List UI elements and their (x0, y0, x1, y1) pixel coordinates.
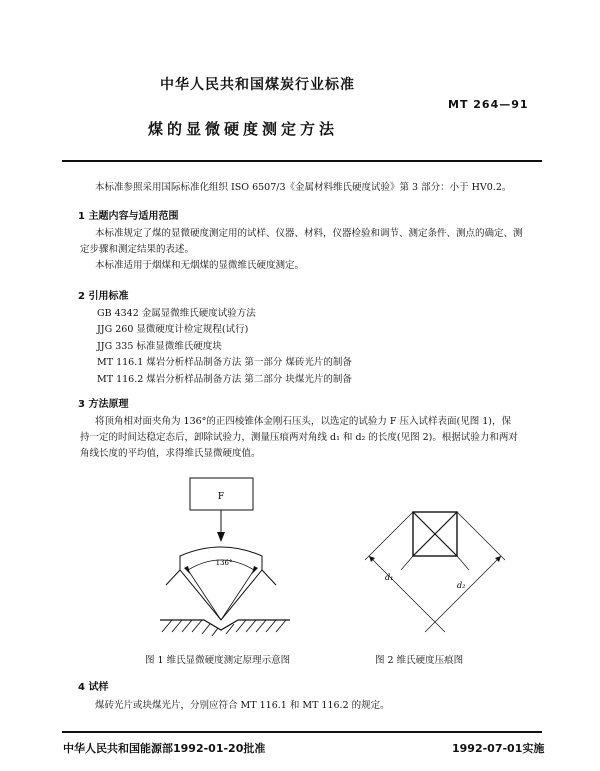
indenter-right-edge (262, 570, 276, 585)
footer-rule (62, 731, 542, 733)
intro-paragraph: 本标准参照采用国际标准化组织 ISO 6507/3《金属材料维氏硬度试验》第 3 部分：小于 HV0.2。 (95, 182, 512, 193)
section-4-heading: 4 试样 (78, 682, 109, 693)
d2-label: d₂ (457, 581, 466, 590)
effective-suffix: 实施 (522, 742, 545, 755)
header-rule (62, 160, 542, 162)
d2-dimension-line (425, 556, 501, 632)
figure-2-diagram (355, 500, 535, 645)
standard-code: MT 264—91 (448, 98, 529, 111)
effective-date: 1992-07-01 (452, 742, 523, 755)
indenter-face-left (188, 570, 221, 620)
angle-arrow-left (184, 566, 190, 574)
d1-label: d₁ (385, 573, 394, 582)
reference-item: MT 116.1 煤岩分析样品制备方法 第一部分 煤砖光片的制备 (97, 357, 352, 369)
indenter-face-right (221, 570, 254, 620)
section-1-heading: 1 主题内容与适用范围 (78, 211, 179, 222)
approval-line (63, 740, 265, 756)
section-1-line-3: 本标准适用于烟煤和无烟煤的显微维氏硬度测定。 (95, 260, 305, 271)
force-arrow-head (217, 532, 225, 542)
extension-line (401, 556, 413, 570)
indenter-body (180, 547, 262, 620)
section-3-heading: 3 方法原理 (78, 399, 129, 410)
section-3-line-1: 将顶角相对面夹角为 136°的正四棱锥体金刚石压头，以选定的试验力 F 压入试样表面(见图 1)，保 (95, 416, 512, 427)
approval-suffix: 批准 (243, 742, 266, 755)
extension-line (457, 556, 469, 570)
section-2-heading: 2 引用标准 (78, 291, 129, 302)
reference-item: JJG 335 标准显微维氏硬度块 (97, 340, 222, 352)
reference-item: MT 116.2 煤岩分析样品制备方法 第二部分 块煤光片的制备 (97, 373, 352, 385)
d1-dimension-line (369, 556, 445, 632)
extension-line (457, 512, 505, 560)
reference-item: GB 4342 金属显微维氏硬度试验方法 (97, 308, 256, 319)
reference-list (97, 306, 352, 388)
issuing-authority: 中华人民共和国能源部 (63, 742, 173, 755)
section-1-line-1: 本标准规定了煤的显微硬度测定用的试样、仪器、材料，仪器检验和调节、测定条件、测点的确定、测 (95, 228, 523, 239)
angle-arrow-right (252, 566, 258, 574)
section-1-line-2: 定步骤和测定结果的表述。 (80, 244, 195, 255)
indenter-left-edge (166, 570, 180, 585)
standard-category: 中华人民共和国煤炭行业标准 (160, 77, 355, 93)
section-3-line-2: 持一定的时间达稳定态后，卸除试验力，测量压痕两对角线 d₁ 和 d₂ 的长度(见图 2)。根据试验力和两对 (80, 432, 518, 443)
section-4-line-1: 煤砖光片或块煤光片，分别应符合 MT 116.1 和 MT 116.2 的规定。 (95, 700, 390, 711)
effective-line (452, 740, 544, 756)
section-3-line-3: 角线长度的平均值，求得维氏显微硬度值。 (80, 448, 261, 459)
angle-label: 136° (215, 559, 233, 567)
document-title: 煤的显微硬度测定方法 (148, 120, 339, 138)
figure-1-caption: 图 1 维氏显微硬度测定原理示意图 (145, 655, 291, 666)
figure-1-diagram (150, 470, 310, 648)
reference-item: JJG 260 显微硬度计检定规程(试行) (97, 324, 249, 336)
figure-2-caption: 图 2 维氏硬度压痕图 (375, 655, 464, 666)
approval-date: 1992-01-20 (173, 742, 244, 755)
force-label: F (217, 492, 225, 502)
specimen-surface (160, 620, 290, 630)
extension-line (365, 512, 413, 560)
